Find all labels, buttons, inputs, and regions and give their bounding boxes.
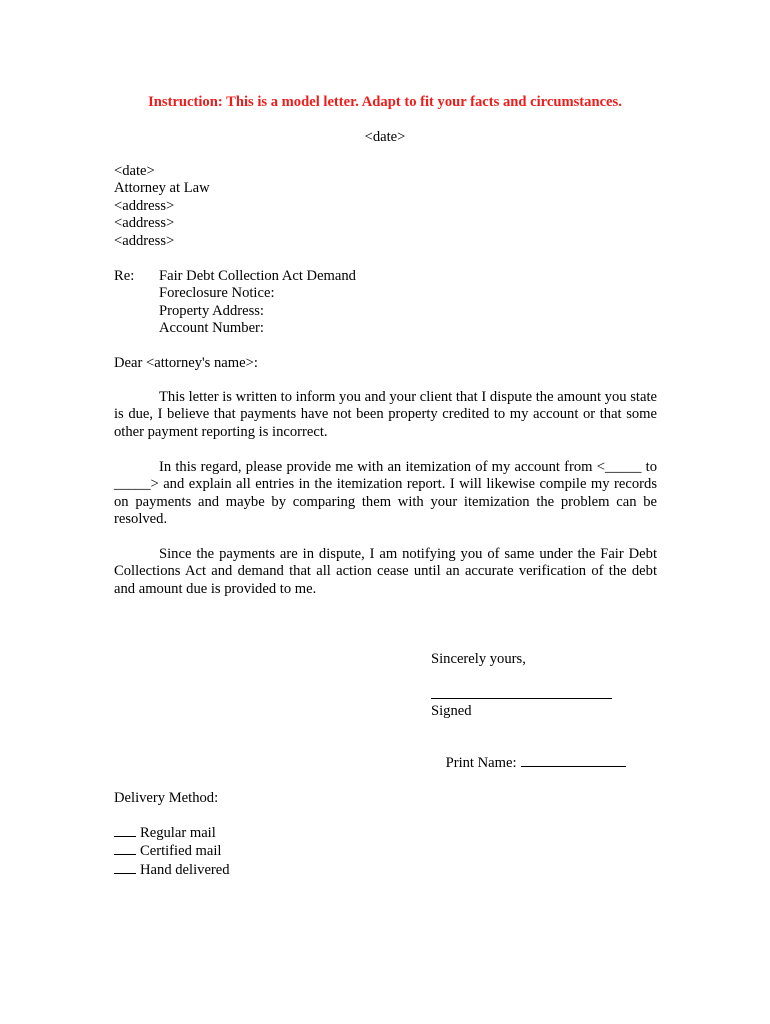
delivery-option-label: Hand delivered [140, 861, 230, 878]
print-name-label: Print Name: [445, 755, 517, 772]
delivery-option[interactable] [114, 842, 657, 860]
re-label: Re: [114, 268, 135, 284]
re-subject-line: Fair Debt Collection Act Demand [159, 268, 356, 284]
body-paragraph-3: Since the payments are in dispute, I am notifying you of same under the Fair Debt Collections Act and demand that all action cease until an accurate verification of the debt and amount due is provided to me. [114, 546, 657, 597]
body-paragraph-2: In this regard, please provide me with an itemization of my account from <_____ to _____> and explain all entries in the itemization report. I will likewise compile my records on payments and maybe by comparing them with your itemization the problem can be resolved. [114, 459, 657, 528]
delivery-title: Delivery Method: [114, 790, 219, 806]
sign-off: Sincerely yours, [431, 651, 526, 667]
re-subject-line: Property Address: [159, 302, 264, 319]
checkbox-blank[interactable] [114, 842, 136, 855]
recipient-address-line: <address> [114, 215, 175, 232]
recipient-block [114, 163, 657, 250]
header-date: <date> [364, 129, 406, 145]
delivery-option-label: Regular mail [140, 825, 216, 841]
re-subject-block [159, 268, 356, 338]
delivery-option[interactable] [114, 861, 657, 879]
signature-line[interactable] [431, 698, 612, 699]
recipient-name: Attorney at Law [114, 180, 210, 197]
recipient-date: <date> [114, 163, 155, 179]
body-paragraph-1: This letter is written to inform you and your client that I dispute the amount you state is due, I believe that payments have not been property credited to my account or that some other payment reporting is incorrect. [114, 389, 657, 440]
checkbox-blank[interactable] [114, 861, 136, 874]
instruction-note: Instruction: This is a model letter. Adapt to fit your facts and circumstances. [148, 94, 622, 110]
checkbox-blank[interactable] [114, 824, 136, 837]
delivery-option-label: Certified mail [140, 843, 222, 860]
re-subject-line: Foreclosure Notice: [159, 285, 275, 302]
salutation: Dear <attorney's name>: [114, 355, 258, 371]
recipient-address-line: <address> [114, 197, 175, 214]
re-subject-line: Account Number: [159, 320, 264, 337]
recipient-address-line: <address> [114, 232, 175, 249]
delivery-option[interactable] [114, 824, 657, 842]
signed-label: Signed [431, 703, 472, 719]
delivery-options [114, 824, 657, 879]
print-name-row [431, 737, 626, 790]
print-name-line[interactable] [521, 754, 626, 767]
